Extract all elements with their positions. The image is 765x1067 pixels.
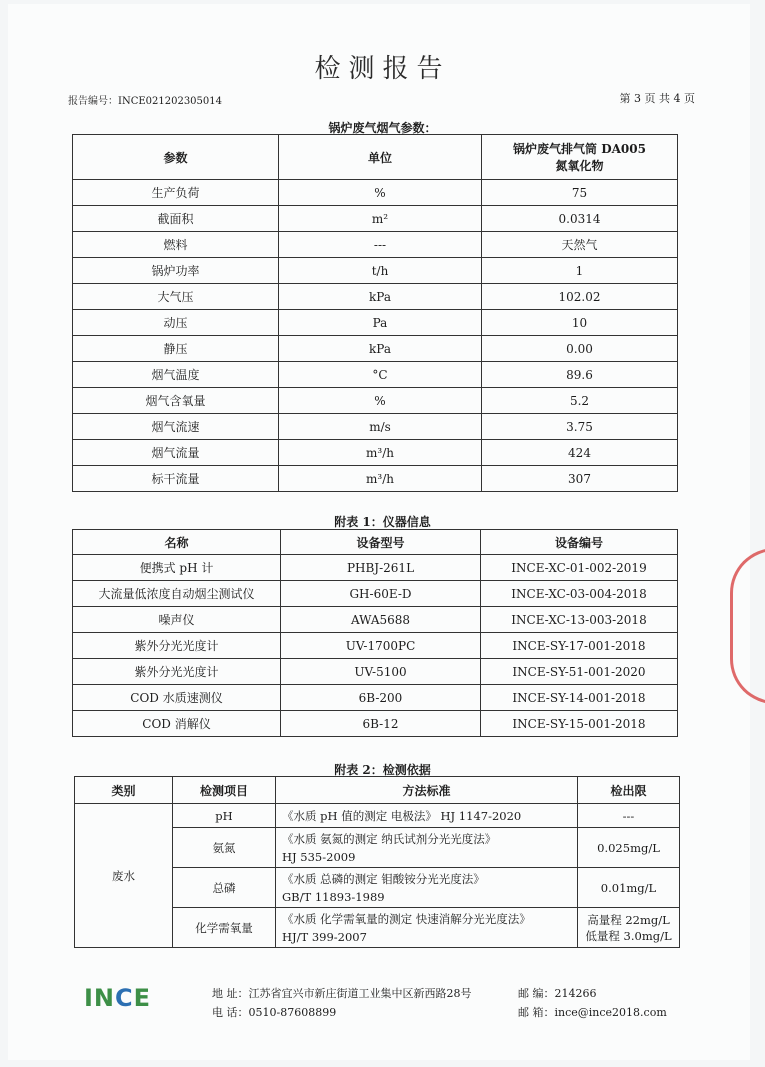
footer-phone: 电 话：0510-87608899: [212, 1006, 337, 1019]
cell-name: 大流量低浓度自动烟尘测试仪: [73, 581, 281, 607]
cell-model: UV-1700PC: [281, 633, 481, 659]
cell-model: AWA5688: [281, 607, 481, 633]
seal-stamp-icon: [730, 548, 765, 704]
table-row: [73, 633, 678, 659]
cell-id: INCE-XC-03-004-2018: [481, 581, 678, 607]
cell-value: 3.75: [482, 414, 678, 440]
header-model: 设备型号: [281, 530, 481, 555]
cell-limit: [578, 908, 680, 948]
cell-unit: °C: [279, 362, 482, 388]
table-row: [73, 206, 678, 232]
table-row: [73, 555, 678, 581]
method-line1: 《水质 pH 值的测定 电极法》 HJ 1147-2020: [282, 808, 522, 823]
table-row: [73, 388, 678, 414]
table-header-row: [75, 777, 680, 804]
cell-name: 噪声仪: [73, 607, 281, 633]
header-unit: 单位: [279, 135, 482, 180]
method-line1: 《水质 氨氮的测定 纳氏试剂分光光度法》: [282, 831, 497, 846]
header-id: 设备编号: [481, 530, 678, 555]
header-item: 检测项目: [173, 777, 276, 804]
cell-item: 氨氮: [173, 828, 276, 868]
limit-line1: 高量程 22mg/L: [587, 912, 670, 927]
cell-value: 89.6: [482, 362, 678, 388]
table-row: [73, 440, 678, 466]
table-row: [73, 685, 678, 711]
header-name: 名称: [73, 530, 281, 555]
footer-postcode: 邮 编：214266: [518, 987, 597, 1000]
cell-value: 天然气: [482, 232, 678, 258]
cell-unit: Pa: [279, 310, 482, 336]
table-row: [73, 310, 678, 336]
basis-caption: 附表 2：检测依据: [334, 763, 431, 777]
table-row: [73, 284, 678, 310]
cell-category: 废水: [75, 804, 173, 948]
page-title: 检测报告: [314, 54, 451, 84]
table-header-row: [73, 530, 678, 555]
limit-line1: 0.01mg/L: [600, 880, 657, 895]
cell-unit: %: [279, 388, 482, 414]
limit-line1: ---: [622, 808, 635, 823]
cell-limit: [578, 868, 680, 908]
company-logo: [84, 984, 151, 1012]
table-row: [75, 804, 680, 828]
table-row: [73, 258, 678, 284]
cell-param: 动压: [73, 310, 279, 336]
cell-id: INCE-SY-15-001-2018: [481, 711, 678, 737]
cell-name: 便携式 pH 计: [73, 555, 281, 581]
cell-param: 烟气含氧量: [73, 388, 279, 414]
header-source-line1: 锅炉废气排气筒 DA005: [513, 142, 646, 156]
cell-value: 5.2: [482, 388, 678, 414]
limit-line2: 低量程 3.0mg/L: [585, 928, 672, 943]
boiler-caption: 锅炉废气烟气参数：: [328, 121, 437, 135]
page-number: 第 3 页 共 4 页: [619, 92, 695, 105]
cell-model: 6B-12: [281, 711, 481, 737]
header-method: 方法标准: [276, 777, 578, 804]
cell-value: 75: [482, 180, 678, 206]
basis-table: [74, 776, 680, 948]
header-category: 类别: [75, 777, 173, 804]
report-number: 报告编号：INCE021202305014: [68, 96, 222, 107]
table-row: [73, 180, 678, 206]
cell-method: [276, 908, 578, 948]
method-line2: GB/T 11893-1989: [282, 889, 385, 904]
cell-unit: m/s: [279, 414, 482, 440]
cell-name: COD 消解仪: [73, 711, 281, 737]
header-source-line2: 氮氧化物: [555, 159, 604, 173]
cell-method: [276, 804, 578, 828]
boiler-params-table: [72, 134, 678, 492]
cell-model: PHBJ-261L: [281, 555, 481, 581]
method-line1: 《水质 化学需氧量的测定 快速消解分光光度法》: [282, 911, 531, 926]
cell-param: 生产负荷: [73, 180, 279, 206]
cell-unit: %: [279, 180, 482, 206]
cell-unit: m³/h: [279, 440, 482, 466]
cell-model: UV-5100: [281, 659, 481, 685]
header-limit: 检出限: [578, 777, 680, 804]
table-row: [73, 659, 678, 685]
header-param: 参数: [73, 135, 279, 180]
cell-name: COD 水质速测仪: [73, 685, 281, 711]
table-row: [73, 581, 678, 607]
cell-limit: [578, 804, 680, 828]
table-row: [73, 232, 678, 258]
cell-value: 1: [482, 258, 678, 284]
cell-name: 紫外分光光度计: [73, 633, 281, 659]
instruments-caption: 附表 1：仪器信息: [334, 515, 431, 529]
cell-item: 总磷: [173, 868, 276, 908]
instruments-table: [72, 529, 678, 737]
cell-unit: ---: [279, 232, 482, 258]
cell-method: [276, 868, 578, 908]
cell-param: 燃料: [73, 232, 279, 258]
header-source: [482, 135, 678, 180]
logo-text-a: IN: [84, 984, 116, 1012]
table-row: [73, 466, 678, 492]
cell-value: 307: [482, 466, 678, 492]
cell-param: 大气压: [73, 284, 279, 310]
cell-param: 锅炉功率: [73, 258, 279, 284]
table-header-row: [73, 135, 678, 180]
method-line2: HJ/T 399-2007: [282, 929, 367, 944]
logo-text-b: C: [115, 984, 134, 1012]
footer-email: 邮 箱：ince@ince2018.com: [518, 1006, 667, 1019]
cell-item: 化学需氧量: [173, 908, 276, 948]
cell-param: 静压: [73, 336, 279, 362]
cell-param: 烟气流速: [73, 414, 279, 440]
cell-unit: t/h: [279, 258, 482, 284]
limit-line1: 0.025mg/L: [597, 840, 660, 855]
cell-id: INCE-SY-14-001-2018: [481, 685, 678, 711]
cell-name: 紫外分光光度计: [73, 659, 281, 685]
cell-id: INCE-XC-13-003-2018: [481, 607, 678, 633]
method-line2: HJ 535-2009: [282, 849, 356, 864]
cell-unit: m³/h: [279, 466, 482, 492]
cell-id: INCE-SY-51-001-2020: [481, 659, 678, 685]
method-line1: 《水质 总磷的测定 钼酸铵分光光度法》: [282, 871, 485, 886]
cell-value: 0.00: [482, 336, 678, 362]
cell-method: [276, 828, 578, 868]
cell-unit: kPa: [279, 336, 482, 362]
cell-param: 烟气温度: [73, 362, 279, 388]
cell-item: pH: [173, 804, 276, 828]
cell-unit: m²: [279, 206, 482, 232]
table-row: [73, 607, 678, 633]
cell-value: 0.0314: [482, 206, 678, 232]
cell-value: 102.02: [482, 284, 678, 310]
cell-model: 6B-200: [281, 685, 481, 711]
cell-limit: [578, 828, 680, 868]
table-row: [73, 711, 678, 737]
logo-text-c: E: [133, 984, 152, 1012]
cell-model: GH-60E-D: [281, 581, 481, 607]
table-row: [73, 414, 678, 440]
cell-id: INCE-XC-01-002-2019: [481, 555, 678, 581]
footer-address: 地 址：江苏省宜兴市新庄街道工业集中区新西路28号: [212, 987, 472, 1000]
cell-value: 10: [482, 310, 678, 336]
cell-unit: kPa: [279, 284, 482, 310]
cell-param: 烟气流量: [73, 440, 279, 466]
cell-id: INCE-SY-17-001-2018: [481, 633, 678, 659]
cell-param: 标干流量: [73, 466, 279, 492]
cell-param: 截面积: [73, 206, 279, 232]
table-row: [73, 336, 678, 362]
cell-value: 424: [482, 440, 678, 466]
table-row: [73, 362, 678, 388]
